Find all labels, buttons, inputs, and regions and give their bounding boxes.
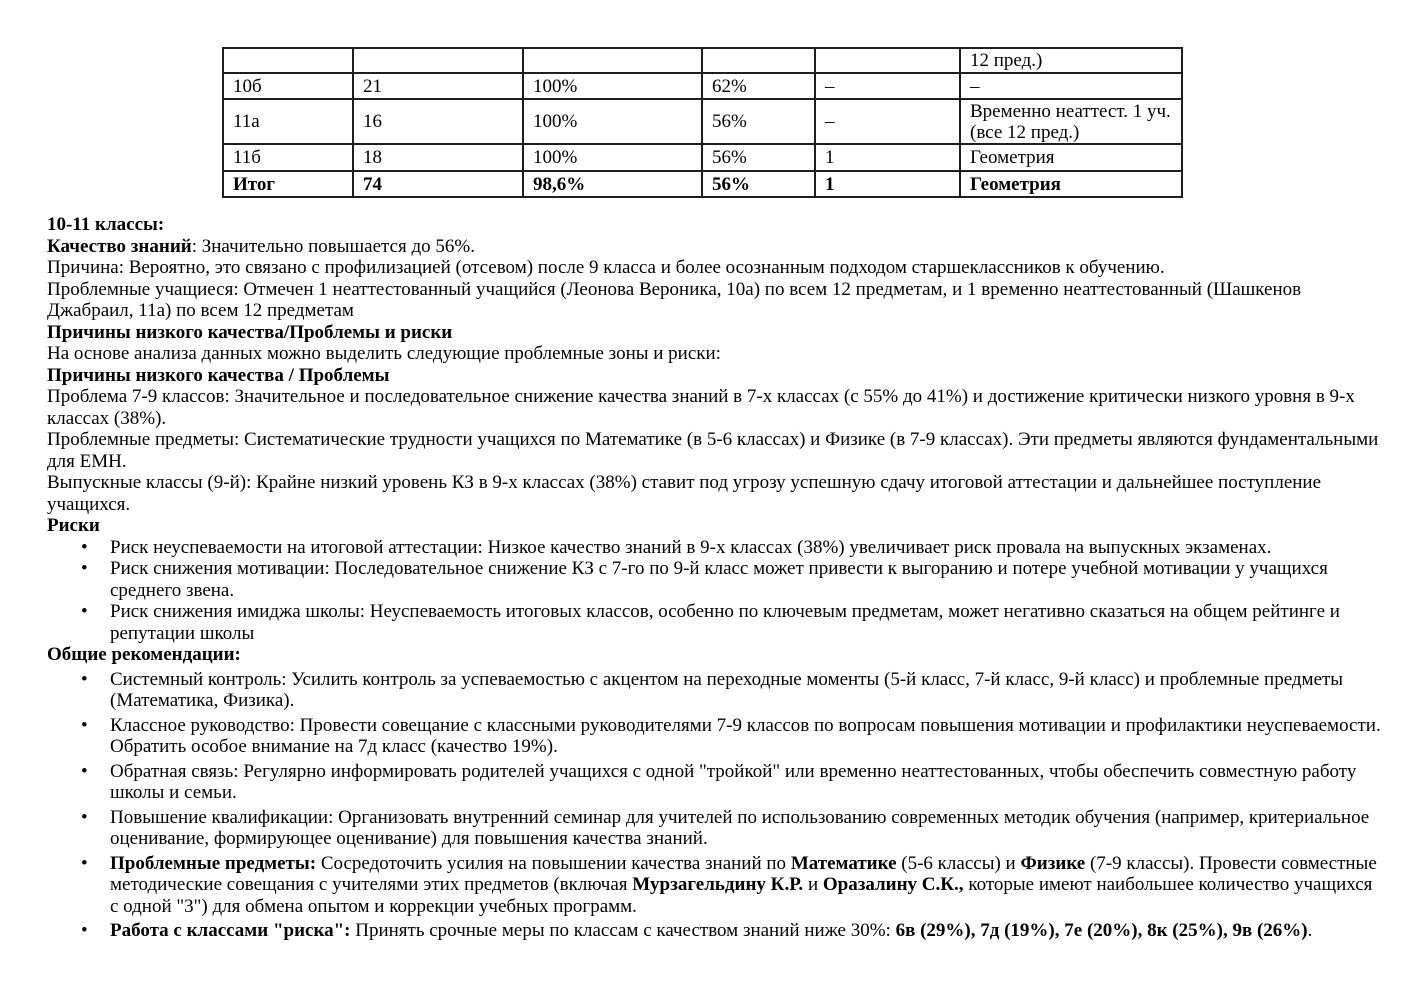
table-cell: 100% [523, 144, 702, 171]
table-cell: Итог [223, 171, 353, 197]
para-problema-7-9 [47, 386, 1384, 429]
bold-text-run: Мурзагельдину К.Р. [632, 874, 804, 895]
bold-text-run: Проблемные предметы: [110, 852, 317, 874]
list-item [47, 920, 1384, 942]
heading-prichiny-problemy [47, 365, 1384, 387]
table-cell: Временно неаттест. 1 уч. (все 12 пред.) [960, 99, 1182, 144]
text-run: Принять срочные меры по классам с качеством знаний ниже 30%: [350, 920, 896, 941]
list-riski [47, 537, 1384, 645]
table-cell: 100% [523, 73, 702, 99]
table-cell: 98,6% [523, 171, 702, 197]
table-cell: 16 [353, 99, 523, 144]
table-cell: 10б [223, 73, 353, 99]
heading-obshchie-rekomendatsii [47, 644, 1384, 666]
list-item [47, 537, 1384, 559]
para-kachestvo-znaniy [47, 236, 1384, 258]
table-cell: 100% [523, 99, 702, 144]
text-run: Повышение квалификации: Организовать внутренний семинар для учителей по использованию современных методик обучения (например, критериальное оценивание, формирующее оценивание) для повышения качества знаний. [110, 806, 1370, 849]
list-item [47, 669, 1384, 712]
text-run: Выпускные классы (9-й): Крайне низкий уровень КЗ в 9-х классах (38%) ставит под угрозу успешную сдачу итоговой аттестации и дальнейшее поступление учащихся. [47, 472, 1322, 515]
table-cell [815, 48, 960, 73]
table-cell: Геометрия [960, 171, 1182, 197]
text-run: которые имеют наибольшее количество учащихся с одной "3") для обмена опытом и коррекции учебных программ. [110, 874, 1373, 917]
text-run: : Значительно повышается до 56%. [191, 235, 475, 257]
list-item [47, 761, 1384, 804]
text-run: Классное руководство: Провести совещание с классными руководителями 7-9 классов по вопросам повышения мотивации и профилактики неуспеваемости. Обратить особое внимание на 7д класс (качество 19%). [110, 714, 1381, 757]
table-cell: 18 [353, 144, 523, 171]
text-run: Риск неуспеваемости на итоговой аттестации: Низкое качество знаний в 9-х классах (38%) увеличивает риск провала на выпускных экзаменах. [110, 536, 1272, 558]
bold-text-run: Причины низкого качества/Проблемы и риски [47, 321, 453, 343]
bold-text-run: Риски [47, 515, 100, 536]
table-cell: 11а [223, 99, 353, 144]
table-row [223, 144, 1182, 171]
table-cell: 62% [702, 73, 815, 99]
bold-text-run: Качество знаний [47, 235, 192, 257]
list-item [47, 558, 1384, 601]
text-run: Системный контроль: Усилить контроль за успеваемостью с акцентом на переходные моменты (5-й класс, 7-й класс, 9-й класс) и проблемные предметы (Математика, Физика). [110, 668, 1344, 711]
text-run: Сосредоточить усилия на повышении качества знаний по [316, 852, 791, 874]
table-cell: – [960, 73, 1182, 99]
table-row [223, 48, 1182, 73]
table-cell: 74 [353, 171, 523, 197]
text-run: Причина: Вероятно, это связано с профилизацией (отсевом) после 9 класса и более осознанным подходом старшеклассников к обучению. [47, 257, 1165, 278]
table-cell: 56% [702, 144, 815, 171]
table-cell [223, 48, 353, 73]
table-cell: 12 пред.) [960, 48, 1182, 73]
list-item [47, 715, 1384, 758]
bold-text-run: Общие рекомендации: [47, 644, 241, 665]
table-cell: Геометрия [960, 144, 1182, 171]
table-cell [523, 48, 702, 73]
text-run: . [1307, 920, 1313, 941]
table-cell [702, 48, 815, 73]
table-row [223, 99, 1182, 144]
text-run: Проблема 7-9 классов: Значительное и последовательное снижение качества знаний в 7-х классах (с 55% до 41%) и достижение критически низкого уровня в 9-х классах (38%). [47, 386, 1355, 429]
table-cell: 1 [815, 144, 960, 171]
text-run: (5-6 классы) и [896, 852, 1021, 874]
document-body [47, 214, 1384, 942]
text-run: и [803, 874, 823, 895]
bold-text-run: Работа с классами "риска": [110, 920, 351, 941]
table-cell: 11б [223, 144, 353, 171]
text-run: Обратная связь: Регулярно информировать родителей учащихся с одной "тройкой" или временно неаттестованных, чтобы обеспечить совместную работу школы и семьи. [110, 760, 1357, 803]
para-vypusknye-klassy [47, 472, 1384, 515]
bold-text-run: 6в (29%), 7д (19%), 7е (20%), 8к (25%), 9в (26%) [895, 920, 1308, 941]
bold-text-run: Оразалину С.К., [822, 874, 964, 895]
para-na-osnove-analiza [47, 343, 1384, 365]
bold-text-run: Математике [790, 852, 897, 874]
para-problemnye-uchashchiesya [47, 279, 1384, 322]
list-item [47, 601, 1384, 644]
table-cell: 1 [815, 171, 960, 197]
table-cell: 21 [353, 73, 523, 99]
class-performance-table [222, 47, 1183, 198]
text-run: Риск снижения мотивации: Последовательное снижение КЗ с 7-го по 9-й класс может привести к выгоранию и потере учебной мотивации у учащихся среднего звена. [110, 558, 1328, 601]
table-cell: 56% [702, 99, 815, 144]
list-rekomendatsii [47, 669, 1384, 942]
text-run: На основе анализа данных можно выделить следующие проблемные зоны и риски: [47, 343, 721, 364]
bold-text-run: Физике [1020, 852, 1086, 874]
list-item [47, 807, 1384, 850]
heading-10-11-klassy [47, 214, 1384, 236]
para-problemnye-predmety [47, 429, 1384, 472]
list-item [47, 853, 1384, 918]
table-cell [353, 48, 523, 73]
table-row [223, 171, 1182, 197]
table-cell: – [815, 99, 960, 144]
text-run: Риск снижения имиджа школы: Неуспеваемость итоговых классов, особенно по ключевым предметам, может негативно сказаться на общем рейтинге и репутации школы [110, 601, 1340, 644]
para-prichina [47, 257, 1384, 279]
text-run: Проблемные учащиеся: Отмечен 1 неаттестованный учащийся (Леонова Вероника, 10а) по всем 12 предметам, и 1 временно неаттестованный (Шашкенов Джабраил, 11а) по всем 12 предметам [47, 278, 1302, 321]
heading-riski [47, 515, 1384, 537]
bold-text-run: Причины низкого качества / Проблемы [47, 364, 390, 386]
bold-text-run: 10-11 классы: [47, 214, 165, 235]
table-row [223, 73, 1182, 99]
table-cell: – [815, 73, 960, 99]
text-run: Проблемные предметы: Систематические трудности учащихся по Математике (в 5-6 классах) и Физике (в 7-9 классах). Эти предметы являются фундаментальными для ЕМН. [47, 429, 1379, 472]
text-run: (7-9 классы). Провести совместные методические совещания с учителями этих предметов (включая [110, 852, 1377, 895]
table-cell: 56% [702, 171, 815, 197]
heading-prichiny-problemy-riski [47, 322, 1384, 344]
